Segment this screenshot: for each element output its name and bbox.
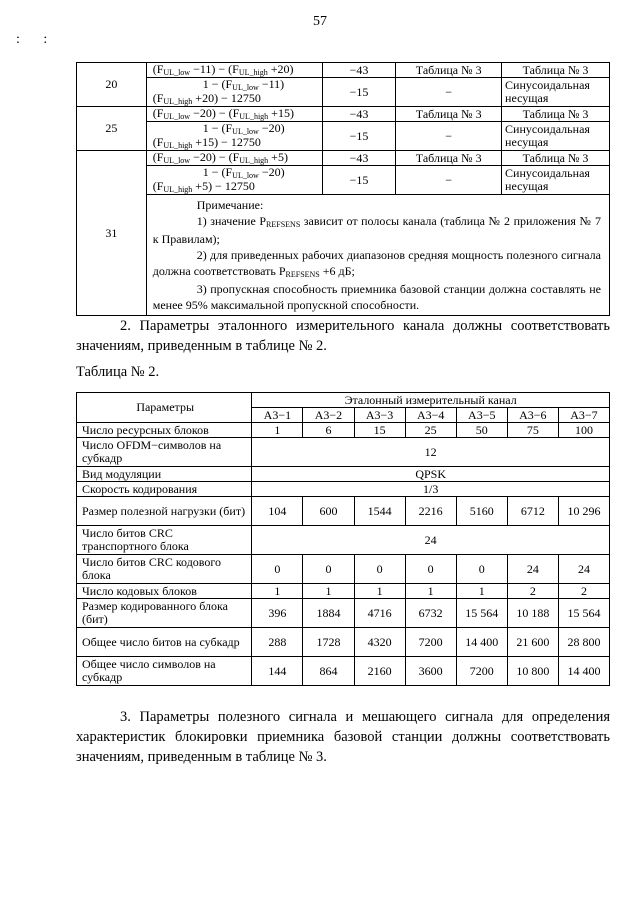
band-row [77,166,610,195]
column-header: A3−7 [558,408,609,423]
paragraph-2: 2. Параметры эталонного измерительного канала должны соответствовать значениям, приведенным в таблице № 2. [76,318,610,354]
param-label: Число кодовых блоков [77,584,252,599]
cell: Таблица № 3 [396,107,502,122]
cell: Таблица № 3 [502,107,610,122]
value-cell: 10 296 [558,497,609,526]
table-row [77,423,610,438]
column-header: A3−6 [507,408,558,423]
value-cell: 15 [354,423,405,438]
table-row [77,482,610,497]
table-row [77,584,610,599]
text-part: −20) − (F [190,106,240,120]
param-label: Размер кодированного блока (бит) [77,599,252,628]
value-cell: 1 [354,584,405,599]
column-header: A3−4 [405,408,456,423]
value-cell: 24 [507,555,558,584]
column-header: A3−2 [303,408,354,423]
value-cell: 0 [303,555,354,584]
value-cell: 15 564 [558,599,609,628]
page-number: 57 [313,14,327,29]
value-cell: 1884 [303,599,354,628]
text-part: 1) значение P [196,214,267,228]
value-cell: 864 [303,657,354,686]
value-cell: 50 [456,423,507,438]
value-cell: 28 800 [558,628,609,657]
value-cell: 0 [354,555,405,584]
text-part: UL_low [163,68,191,77]
note-title: Примечание: [196,198,264,212]
text-part: UL_high [163,185,193,194]
cell: Синусоидальная несущая [502,166,610,195]
text-part: UL_high [239,112,269,121]
merged-value: 24 [252,526,610,555]
text-part: REFSENS [285,270,320,279]
merged-value: 1/3 [252,482,610,497]
value-cell: 1 [405,584,456,599]
text-part: +20) [267,62,294,76]
frequency-range [146,151,322,166]
value-cell: 25 [405,423,456,438]
value-cell: 6712 [507,497,558,526]
value-cell: 10 188 [507,599,558,628]
text-part: +5) [268,150,288,164]
value-cell: 14 400 [456,628,507,657]
param-label: Число OFDM−символов на субкадр [77,438,252,467]
table-2-caption: Таблица № 2. [76,364,160,380]
text-part: 1 − (F [202,77,233,91]
value-cell: 7200 [456,657,507,686]
value-cell: 0 [456,555,507,584]
table-row [77,555,610,584]
band-row [77,63,610,78]
formula-line [153,92,319,106]
cell: −43 [322,151,396,166]
text-part: зависит от полосы канала (таблица № 2 приложения № 7 к Правилам); [152,214,601,246]
text-part: +15) − 12750 [192,135,261,149]
merged-value: 12 [252,438,610,467]
note-item-2 [153,247,601,281]
value-cell: 2216 [405,497,456,526]
band-row [77,122,610,151]
param-label: Число битов CRC кодового блока [77,555,252,584]
text-part: +5) − 12750 [192,179,255,193]
formula-line [153,78,319,92]
text-part: −20) [258,121,285,135]
param-label: Вид модуляции [77,467,252,482]
text-part: UL_low [232,127,259,136]
header-row [77,393,610,408]
value-cell: 21 600 [507,628,558,657]
value-cell: 288 [252,628,303,657]
cell: Таблица № 3 [502,63,610,78]
param-label: Скорость кодирования [77,482,252,497]
formula-line [153,122,319,136]
note [146,195,609,316]
text-part: 2) для приведенных рабочих диапазонов средняя мощность полезного сигнала должна соответствовать P [152,248,601,278]
table-row [77,467,610,482]
value-cell: 104 [252,497,303,526]
formula-line [153,166,319,180]
table-row [77,526,610,555]
param-label: Число битов CRC транспортного блока [77,526,252,555]
band-row [77,107,610,122]
value-cell: 10 800 [507,657,558,686]
text-part: +20) − 12750 [192,91,261,105]
value-cell: 2 [507,584,558,599]
value-cell: 4716 [354,599,405,628]
text-part: (F [152,150,164,164]
text-part: −11) [258,77,285,91]
param-header: Параметры [77,393,252,423]
text-part: −20) [258,165,285,179]
note-item-1 [153,213,601,247]
cell: −15 [322,166,396,195]
text-part: UL_low [163,112,191,121]
value-cell: 4320 [354,628,405,657]
table-row [77,599,610,628]
band-row [77,78,610,107]
value-cell: 0 [252,555,303,584]
column-header: A3−3 [354,408,405,423]
value-cell: 6732 [405,599,456,628]
value-cell: 1728 [303,628,354,657]
cell: −43 [322,63,396,78]
value-cell: 14 400 [558,657,609,686]
column-header: A3−1 [252,408,303,423]
text-part: UL_high [239,156,269,165]
param-label: Общее число символов на субкадр [77,657,252,686]
text-part: −20) − (F [190,150,240,164]
value-cell: 1 [456,584,507,599]
note-row [77,195,610,316]
value-cell: 15 564 [456,599,507,628]
cell: Таблица № 3 [502,151,610,166]
table-row [77,438,610,467]
scan-marks: : : [16,32,58,47]
text-part: (F [152,62,164,76]
text-part: 1 − (F [202,121,233,135]
frequency-range [146,166,322,195]
value-cell: 1 [252,584,303,599]
text-part: UL_low [232,171,259,180]
value-cell: 75 [507,423,558,438]
text-part: −11) − (F [190,62,239,76]
formula-line [153,180,319,194]
band-number: 20 [77,63,147,107]
value-cell: 600 [303,497,354,526]
text-part: +15) [268,106,294,120]
value-cell: 2 [558,584,609,599]
table-row [77,628,610,657]
merged-value: QPSK [252,467,610,482]
text-part: UL_high [163,97,193,106]
text-part: REFSENS [266,220,301,229]
value-cell: 7200 [405,628,456,657]
band-row [77,151,610,166]
param-label: Размер полезной нагрузки (бит) [77,497,252,526]
cell: −15 [322,78,396,107]
value-cell: 24 [558,555,609,584]
cell: Синусоидальная несущая [502,122,610,151]
value-cell: 6 [303,423,354,438]
param-label: Число ресурсных блоков [77,423,252,438]
text-part: (F [152,179,164,193]
column-header: A3−5 [456,408,507,423]
text-part: (F [152,106,164,120]
value-cell: 1544 [354,497,405,526]
band-number: 25 [77,107,147,151]
value-cell: 396 [252,599,303,628]
blocking-table [76,62,610,316]
value-cell: 1 [303,584,354,599]
value-cell: 5160 [456,497,507,526]
note-item-3: 3) пропускная способность приемника базовой станции должна составлять не менее 95% максимальной пропускной способности. [152,282,601,312]
param-label: Общее число битов на субкадр [77,628,252,657]
text-part: (F [152,135,164,149]
text-part: UL_high [163,141,193,150]
text-part: (F [152,91,164,105]
band-number: 31 [77,151,147,316]
formula-line [153,136,319,150]
frequency-range [146,122,322,151]
table-row [77,657,610,686]
value-cell: 1 [252,423,303,438]
cell: Синусоидальная несущая [502,78,610,107]
group-header: Эталонный измерительный канал [252,393,610,408]
value-cell: 3600 [405,657,456,686]
text-part: UL_low [232,83,259,92]
frequency-range [146,107,322,122]
value-cell: 100 [558,423,609,438]
table-row [77,497,610,526]
text-part: 1 − (F [202,165,233,179]
value-cell: 144 [252,657,303,686]
cell: −43 [322,107,396,122]
paragraph-3: 3. Параметры полезного сигнала и мешающего сигнала для определения характеристик блокировки приемника базовой станции должны соответствовать значениям, приведенным в таблице № 3. [76,709,610,765]
value-cell: 0 [405,555,456,584]
frequency-range [146,63,322,78]
cell: Таблица № 3 [396,151,502,166]
cell: Таблица № 3 [396,63,502,78]
reference-channel-table [76,392,610,686]
value-cell: 2160 [354,657,405,686]
cell: − [396,78,502,107]
cell: − [396,122,502,151]
text-part: +6 дБ; [319,264,355,278]
frequency-range [146,78,322,107]
text-part: UL_low [163,156,191,165]
cell: −15 [322,122,396,151]
text-part: UL_high [238,68,268,77]
cell: − [396,166,502,195]
